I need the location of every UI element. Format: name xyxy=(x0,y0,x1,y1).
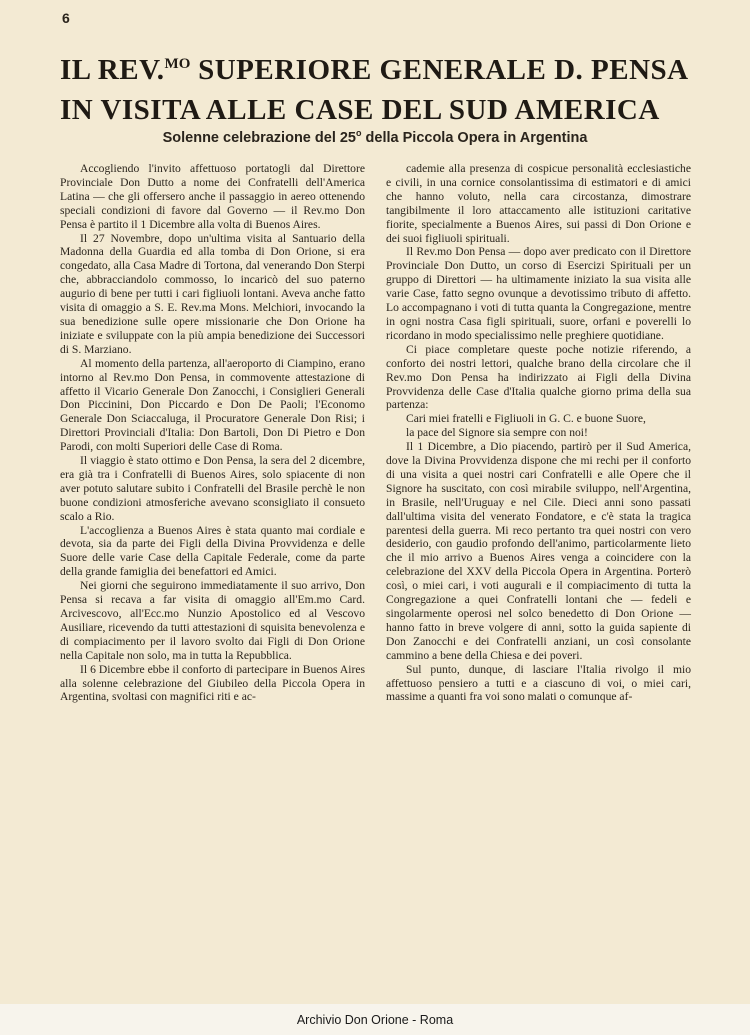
headline-line-1: IL REV.$^{MO}$ SUPERIORE GENERALE D. PENSA xyxy=(60,54,689,86)
headline-line-2: IN VISITA ALLE CASE DEL SUD AMERICA xyxy=(60,94,660,126)
footer-label: Archivio Don Orione - Roma xyxy=(296,1012,454,1027)
paragraph: Sul punto, dunque, di lasciare l'Italia rivolgo il mio affettuoso pensiero a tutti e a ciascuno di voi, o miei cari, massime a quanti fra voi sono malati o comunque af- xyxy=(386,662,691,704)
paragraph: Il viaggio è stato ottimo e Don Pensa, la sera del 2 dicembre, era già tra i Confratelli di Buenos Aires, solo spiacente di non aver potuto salutare subito i Confratelli del Brasile perchè le non buone condizioni atmosferiche avevano sconsigliato il consueto scalo a Rio. xyxy=(60,454,365,523)
paragraph: Il 27 Novembre, dopo un'ultima visita al Santuario della Madonna della Guardia ed alla tomba di Don Orione, si era congedato, alla Casa Madre di Tortona, dal venerando Don Sterpi che, abbracciandolo commosso, lo incaricò del suo paterno augurio di bene per tutti i cari figliuoli lontani. Aveva anche fatto visita di omaggio a S. E. Rev.ma Mons. Melchiori, invocando la sua benedizione sulle opere missionarie che Don Orione ha iniziate e sviluppate con la più ampia benedizione dei Successori di S. Marziano. xyxy=(60,231,365,356)
paragraph: L'accoglienza a Buenos Aires è stata quanto mai cordiale e devota, sia da parte dei Figli della Divina Provvidenza e delle Suore delle varie Case della Capitale Federale, come da parte della grande famiglia dei benefattori ed Amici. xyxy=(60,523,365,579)
article-right-column xyxy=(386,162,691,704)
paragraph: Al momento della partenza, all'aeroporto di Ciampino, erano intorno al Rev.mo Don Pensa, in commovente attestazione di affetto il Vicario Generale Don Zanocchi, i Consiglieri Generali Don Piccinini, Don Piccardo e Don De Paoli; l'Economo Generale Don Sciaccaluga, il Procuratore Generale Don Risi; i Direttori Provinciali d'Italia: Don Bartoli, Don Di Pietro e Don Parodi, con molti Superiori delle Case di Roma. xyxy=(60,356,365,454)
paragraph: Il 1 Dicembre, a Dio piacendo, partirò per il Sud America, dove la Divina Provvidenza dispone che mi rechi per il conforto di una visita a quei nostri cari Confratelli e alle Opere che il Signore ha suscitato, con così mirabile sviluppo, nell'Argentina, in Brasile, nell'Uruguay e nel Cile. Dieci anni sono passati dall'ultima visita del venerato Fondatore, e c'è stata la tragica parentesi della guerra. Mi reco pertanto tra quei nostri con vero desiderio, con gaudio profondo dell'animo, particolarmente lieto che il mio arrivo a Buenos Aires venga a coincidere con la celebrazione del XXV della Piccola Opera in Argentina. Porterò così, o miei cari, i voti augurali e il compiacimento di tutta la Congregazione a quei Confratelli lontani che — fedeli e singolarmente operosi nel solco benedetto di Don Orione — hanno fatto in breve volgere di anni, sotto la guida sapiente di Don Zanocchi e dei Confratelli anziani, un così consolante cammino a bene della Chiesa e dei poveri. xyxy=(386,440,691,662)
archive-footer xyxy=(0,1004,750,1035)
letter-greeting: la pace del Signore sia sempre con noi! xyxy=(406,426,588,440)
paragraph: Il 6 Dicembre ebbe il conforto di partecipare in Buenos Aires alla solenne celebrazione del Giubileo della Piccola Opera in Argentina, svoltasi con magnifici riti e ac- xyxy=(60,662,365,704)
paragraph: cademie alla presenza di cospicue personalità ecclesiastiche e civili, in una cornice consolantissima di estimatori e di amici che hanno voluto, nella cara circostanza, dimostrare tangibilmente il loro attaccamento alle istituzioni caritative fiorite, specialmente a Buenos Aires, sui passi di Don Orione e dei suoi figliuoli spirituali. xyxy=(386,162,691,245)
paragraph: Nei giorni che seguirono immediatamente il suo arrivo, Don Pensa si recava a far visita di omaggio all'Em.mo Card. Arcivescovo, all'Ecc.mo Nunzio Apostolico ed al Vescovo Ausiliare, ricevendo da tutti attestazioni di squisita benevolenza e di compiacimento per il lavoro svolto dai Figli di Don Orione nella Capitale non solo, ma in tutta la Repubblica. xyxy=(60,579,365,662)
paragraph: Ci piace completare queste poche notizie riferendo, a conforto dei nostri lettori, qualche brano della circolare che il Rev.mo Don Pensa ha indirizzato ai Figli della Divina Provvidenza delle Case d'Italia qualche giorno prima della sua partenza: xyxy=(386,342,691,412)
paragraph: Il Rev.mo Don Pensa — dopo aver predicato con il Direttore Provinciale Don Dutto, un corso di Esercizi Spirituali per un gruppo di Direttori — ha ultimamente iniziato la sua visita alle varie Case, fatto segno ovunque a devotissimo tributo di affetto. Lo accompagnano i voti di tutta quanta la Congregazione, mentre in ogni nostra Casa figli spirituali, suore, orfani e poverelli lo ricordano in modo specialissimo nelle preghiere quotidiane. xyxy=(386,245,691,342)
paragraph: Accogliendo l'invito affettuoso portatogli dal Direttore Provinciale Don Dutto a nome dei Confratelli dell'America Latina — che gli offersero anche il passaggio in aereo ottenendo speciali condizioni di favore dal Governo — il Rev.mo Don Pensa è partito il 1 Dicembre alla volta di Buenos Aires. xyxy=(60,162,365,231)
subtitle: Solenne celebrazione del 25$^o$ della Piccola Opera in Argentina xyxy=(162,128,588,146)
page-number: 6 xyxy=(62,10,70,26)
article-left-column xyxy=(60,162,365,704)
letter-salutation: Cari miei fratelli e Figliuoli in G. C. e buone Suore, xyxy=(406,412,646,426)
headline xyxy=(60,44,690,130)
